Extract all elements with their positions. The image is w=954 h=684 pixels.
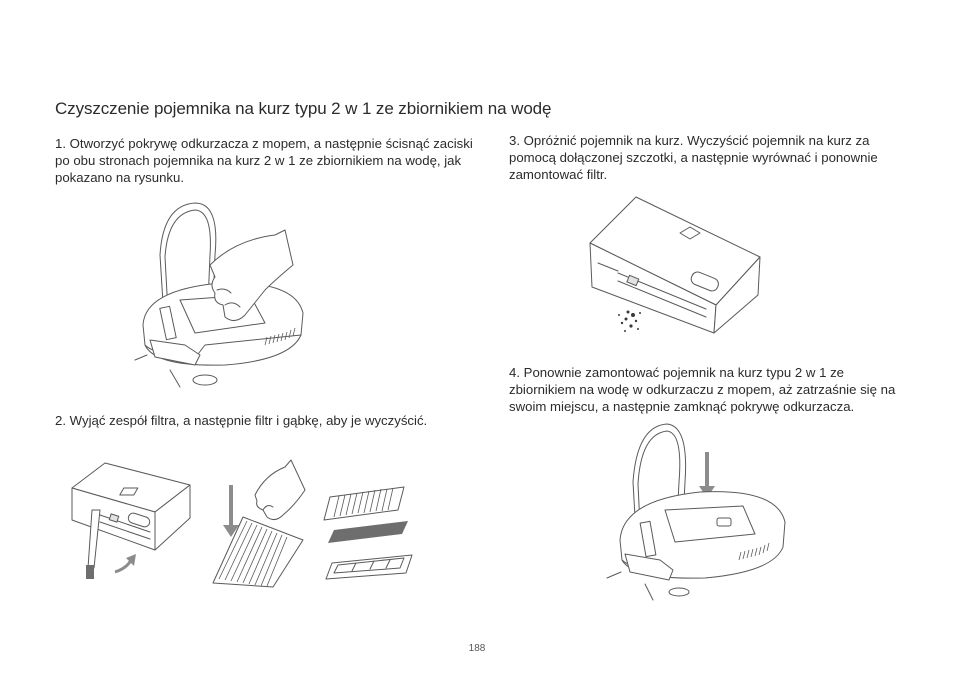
step-1-text: 1. Otworzyć pokrywę odkurzacza z mopem, a następnie ścisnąć zaciski po obu stronach pojemnika na kurz 2 w 1 ze zbiornikiem na wodę, jak pokazano na rysunku. <box>55 136 473 185</box>
robot-vacuum-open-lid-hand-icon <box>125 195 315 390</box>
dustbin-brush-icon <box>70 460 195 585</box>
page-title: Czyszczenie pojemnika na kurz typu 2 w 1 ze zbiornikiem na wodę <box>55 99 552 118</box>
step-2-text: 2. Wyjąć zespół filtra, a następnie filtr i gąbkę, aby je wyczyścić. <box>55 413 428 428</box>
robot-vacuum-insert-bin-icon <box>605 422 790 602</box>
filter-parts-icon <box>322 485 417 585</box>
dustbin-emptying-icon <box>588 195 763 340</box>
step-3-text: 3. Opróżnić pojemnik na kurz. Wyczyścić pojemnik na kurz za pomocą dołączonej szczotki, a następnie wyrównać i ponownie zamontować filtr. <box>509 133 878 182</box>
page-number: 188 <box>468 643 486 654</box>
filter-removal-icon <box>205 455 315 590</box>
step-4-text: 4. Ponownie zamontować pojemnik na kurz typu 2 w 1 ze zbiornikiem na wodę w odkurzaczu z mopem, aż zatrzaśnie się na swoim miejscu, a następnie zamknąć pokrywę odkurzacza. <box>509 365 896 414</box>
